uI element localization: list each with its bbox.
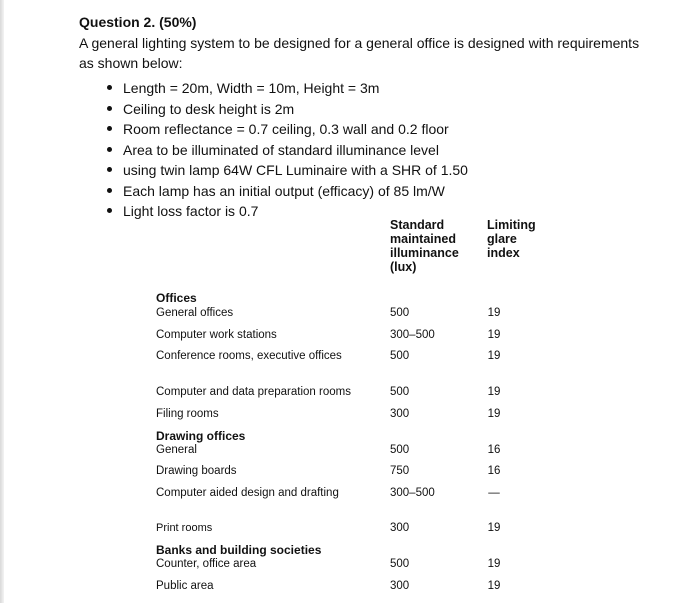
row-glare: 16	[487, 465, 501, 477]
row-glare: —	[488, 487, 500, 499]
requirement-text: Ceiling to desk height is 2m	[123, 100, 295, 117]
row-name: Counter, office area	[156, 558, 257, 570]
header-line: maintained	[390, 232, 456, 246]
row-lux: 500	[390, 444, 410, 456]
row-lux: 300–500	[390, 329, 435, 341]
row-name: Computer aided design and drafting	[156, 487, 339, 499]
section-drawing-offices: Drawing offices	[156, 429, 246, 443]
question-title: Question 2. (50%)	[79, 14, 197, 30]
row-glare: 19	[487, 329, 501, 341]
section-offices: Offices	[156, 291, 197, 305]
row-lux: 300–500	[390, 487, 435, 499]
row-glare: 19	[487, 350, 501, 362]
row-lux: 500	[390, 558, 410, 570]
header-illuminance	[390, 218, 485, 274]
row-name: Filing rooms	[156, 408, 219, 420]
row-glare: 16	[487, 444, 501, 456]
header-line: Limiting	[487, 218, 536, 232]
question-intro-line2: as shown below:	[79, 55, 183, 71]
row-glare: 19	[487, 558, 501, 570]
header-glare-index	[487, 218, 557, 260]
row-name: Public area	[156, 580, 214, 592]
row-name: Conference rooms, executive offices	[156, 350, 342, 362]
requirement-text: using twin lamp 64W CFL Luminaire with a SHR of 1.50	[123, 162, 468, 178]
requirement-text: Length = 20m, Width = 10m, Height = 3m	[123, 80, 380, 96]
header-line: illuminance	[390, 246, 459, 260]
section-banks: Banks and building societies	[156, 543, 322, 557]
row-glare: 19	[487, 408, 501, 420]
row-name: General	[156, 444, 197, 456]
row-name: General offices	[156, 307, 234, 319]
row-name: Print rooms	[156, 522, 213, 534]
row-name: Drawing boards	[156, 465, 237, 477]
row-lux: 300	[390, 522, 410, 534]
row-lux: 750	[390, 465, 410, 477]
row-glare: 19	[487, 580, 501, 592]
header-line: (lux)	[390, 260, 417, 274]
requirement-text: Each lamp has an initial output (efficacy) of 85 lm/W	[123, 182, 445, 199]
header-line: glare	[487, 232, 517, 246]
header-line: Standard	[390, 218, 445, 232]
row-glare: 19	[487, 307, 501, 319]
row-glare: 19	[487, 386, 501, 398]
requirement-text: Area to be illuminated of standard illuminance level	[123, 141, 439, 158]
row-glare: 19	[487, 522, 501, 534]
row-name: Computer and data preparation rooms	[156, 386, 351, 398]
row-name: Computer work stations	[156, 329, 277, 341]
row-lux: 300	[390, 408, 410, 420]
row-lux: 500	[390, 307, 410, 319]
header-line: index	[487, 246, 520, 260]
question-intro-line1: A general lighting system to be designed for a general office is designed with requirements	[79, 35, 640, 51]
row-lux: 300	[390, 580, 410, 592]
row-lux: 500	[390, 386, 410, 398]
requirement-text: Light loss factor is 0.7	[123, 203, 259, 219]
row-lux: 500	[390, 350, 410, 362]
requirement-text: Room reflectance = 0.7 ceiling, 0.3 wall and 0.2 floor	[123, 121, 449, 137]
